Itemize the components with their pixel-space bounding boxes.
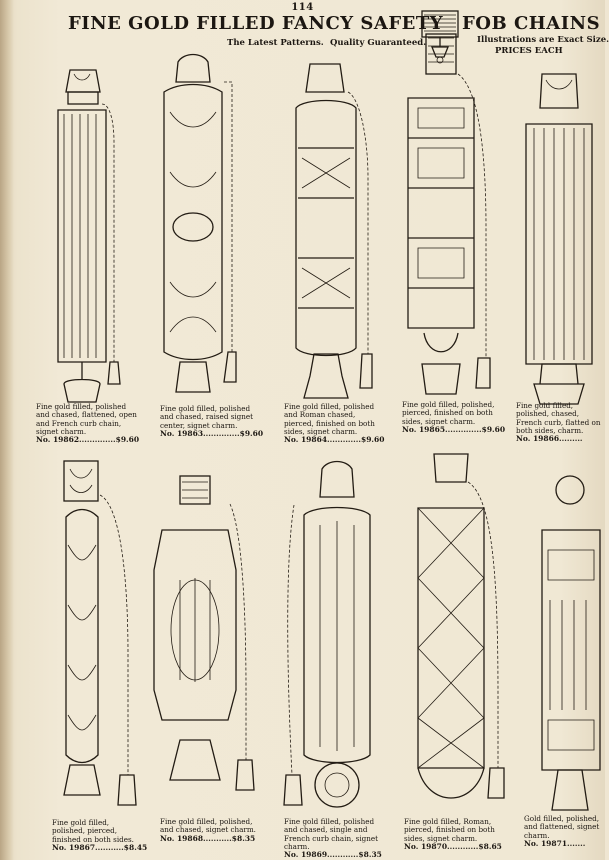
product-caption bbox=[284, 403, 386, 444]
product-number-price: No. 19871....... bbox=[524, 838, 586, 848]
product-number-price: No. 19870............$8.65 bbox=[404, 841, 502, 851]
fob-chain-illustration bbox=[512, 64, 605, 404]
product-caption bbox=[160, 405, 262, 438]
product-description: Fine gold filled, polished, pierced, finished on both sides, signet charm. bbox=[402, 400, 495, 426]
product-price: $9.60 bbox=[361, 435, 385, 445]
product-caption bbox=[36, 403, 138, 444]
product-number: No. 19862 bbox=[36, 435, 80, 445]
product-number-price: No. 19863..............$9.60 bbox=[160, 428, 264, 438]
fob-chain-illustration bbox=[408, 448, 504, 828]
product-description: Fine gold filled, polished and chased, raised signet center, signet charm. bbox=[160, 404, 254, 430]
product-number: No. 19865 bbox=[402, 424, 446, 434]
product-caption bbox=[160, 818, 262, 843]
product-price: $9.60 bbox=[239, 428, 264, 438]
product-description: Fine gold filled, Roman, pierced, finished on both sides, signet charm. bbox=[404, 817, 495, 843]
product-caption bbox=[516, 402, 604, 443]
product-description: Fine gold filled, polished and chased, single and French curb chain, signet charm. bbox=[284, 817, 379, 851]
product-number: No. 19871 bbox=[524, 838, 568, 848]
product-price: $8.65 bbox=[478, 841, 502, 851]
product-price: $8.35 bbox=[231, 833, 256, 843]
page-title-right: FOB CHAINS bbox=[462, 13, 601, 34]
product-number-price: No. 19868...........$8.35 bbox=[160, 833, 256, 843]
product-description: Fine gold filled, polished and Roman chased, pierced, finished on both sides, signet charm. bbox=[284, 402, 375, 436]
product-number: No. 19869 bbox=[284, 850, 328, 860]
product-caption bbox=[524, 815, 604, 848]
product-description: Gold filled, polished, and flattened, signet charm. bbox=[524, 814, 600, 840]
product-price: $8.45 bbox=[123, 842, 148, 852]
fob-chain-illustration bbox=[150, 52, 236, 404]
product-number: No. 19868 bbox=[160, 833, 204, 843]
product-number: No. 19863 bbox=[160, 428, 204, 438]
product-number-price: No. 19869............$8.35 bbox=[284, 850, 382, 860]
product-description: Fine gold filled, polished, chased, French curb, flatted on both sides, charm. bbox=[516, 401, 601, 435]
fob-chain-illustration bbox=[528, 470, 605, 820]
tagline-patterns: The Latest Patterns. bbox=[227, 38, 324, 48]
product-number: No. 19867 bbox=[52, 842, 96, 852]
fob-chain-illustration bbox=[38, 62, 124, 402]
tagline-quality: Quality Guaranteed. bbox=[330, 38, 427, 48]
product-number: No. 19866 bbox=[516, 434, 560, 444]
fob-chain-illustration bbox=[150, 470, 262, 816]
note-prices-each: PRICES EACH bbox=[495, 46, 563, 56]
fob-chain-illustration bbox=[50, 455, 142, 817]
note-exact-size: Illustrations are Exact Size. bbox=[477, 35, 609, 45]
product-number-price: No. 19865..............$9.60 bbox=[402, 424, 506, 434]
page-title: FINE GOLD FILLED FANCY SAFETY bbox=[68, 13, 444, 34]
product-caption bbox=[52, 818, 148, 852]
fob-chain-illustration bbox=[284, 58, 374, 402]
product-description: Fine gold filled, polished and chased, flattened, open and French curb chain, signet charm. bbox=[36, 402, 137, 436]
product-price: $9.60 bbox=[481, 424, 506, 434]
product-number-price: No. 19862..............$9.60 bbox=[36, 435, 140, 445]
fob-chain-illustration bbox=[284, 455, 394, 825]
product-number-price: No. 19864.............$9.60 bbox=[284, 435, 385, 445]
product-price: $9.60 bbox=[115, 435, 140, 445]
product-caption bbox=[404, 818, 506, 851]
product-number: No. 19870 bbox=[404, 841, 448, 851]
page-binding-shadow bbox=[0, 0, 14, 860]
product-price: $8.35 bbox=[358, 850, 382, 860]
product-number-price: No. 19867...........$8.45 bbox=[52, 842, 148, 852]
product-number-price: No. 19866......... bbox=[516, 434, 583, 444]
page-number: 114 bbox=[291, 2, 314, 13]
product-number: No. 19864 bbox=[284, 435, 328, 445]
fob-chain-illustration bbox=[398, 28, 490, 398]
product-description: Fine gold filled, polished, and chased, signet charm. bbox=[160, 817, 256, 835]
product-description: Fine gold filled, polished, pierced, finished on both sides. bbox=[52, 818, 134, 844]
product-caption bbox=[284, 818, 386, 859]
product-caption bbox=[402, 401, 504, 434]
